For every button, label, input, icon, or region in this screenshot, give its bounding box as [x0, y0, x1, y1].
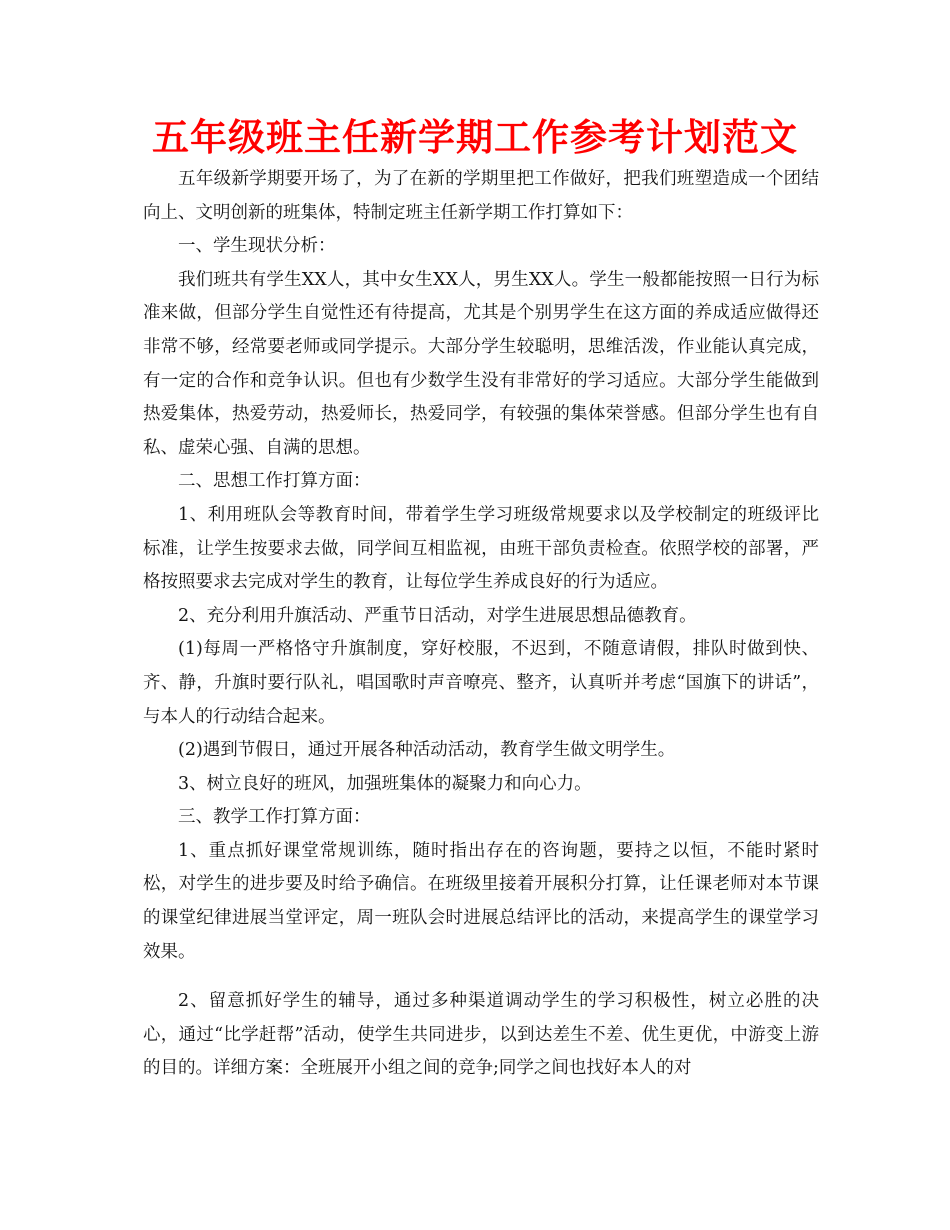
heading-student-analysis: 一、学生现状分析： [178, 236, 336, 257]
paragraph-ideological-2-2: (2)遇到节假日，通过开展各种活动活动，教育学生做文明学生。 [178, 740, 676, 761]
paragraph-intro: 五年级新学期要开场了，为了在新的学期里把工作做好，把我们班塑造成一个团结向上、文明创新的班集体，特制定班主任新学期工作打算如下： [143, 169, 819, 223]
heading-teaching-work: 三、教学工作打算方面： [178, 807, 371, 828]
paragraph-ideological-1: 1、利用班队会等教育时间，带着学生学习班级常规要求以及学校制定的班级评比标准，让学生按要求去做，同学间互相监视，由班干部负责检查。依照学校的部署，严格按照要求去完成对学生的教育，让每位学生养成良好的行为适应。 [143, 504, 819, 593]
paragraph-teaching-1: 1、重点抓好课堂常规训练，随时指出存在的咨询题，要持之以恒，不能时紧时松，对学生的进步要及时给予确信。在班级里接着开展积分打算，让任课老师对本节课的课堂纪律进展当堂评定，周一班队会时进展总结评比的活动，来提高学生的课堂学习效果。 [143, 840, 819, 962]
document-body [143, 163, 819, 1086]
paragraph-student-analysis: 我们班共有学生XX人，其中女生XX人，男生XX人。学生一般都能按照一日行为标准来做，但部分学生自觉性还有待提高，尤其是个别男学生在这方面的养成适应做得还非常不够，经常要老师或同学提示。大部分学生较聪明，思维活泼，作业能认真完成，有一定的合作和竞争认识。但也有少数学生没有非常好的学习适应。大部分学生能做到热爱集体，热爱劳动，热爱师长，热爱同学，有较强的集体荣誉感。但部分学生也有自私、虚荣心强、自满的思想。 [143, 269, 819, 458]
paragraph-teaching-2: 2、留意抓好学生的辅导，通过多种渠道调动学生的学习积极性，树立必胜的决心，通过“比学赶帮”活动，使学生共同进步，以到达差生不差、优生更优，中游变上游的目的。详细方案：全班展开小组之间的竞争;同学之间也找好本人的对 [143, 991, 819, 1079]
paragraph-ideological-3: 3、树立良好的班风，加强班集体的凝聚力和向心力。 [178, 773, 592, 794]
paragraph-ideological-2-1: (1)每周一严格恪守升旗制度，穿好校服，不迟到，不随意请假，排队时做到快、齐、静，升旗时要行队礼，唱国歌时声音嘹亮、整齐，认真听并考虑“国旗下的讲话”，与本人的行动结合起来。 [143, 639, 819, 727]
paragraph-ideological-2: 2、充分利用升旗活动、严重节日活动，对学生进展思想品德教育。 [178, 605, 697, 626]
document-title: 五年级班主任新学期工作参考计划范文 [152, 116, 798, 159]
heading-ideological-work: 二、思想工作打算方面： [178, 471, 371, 492]
